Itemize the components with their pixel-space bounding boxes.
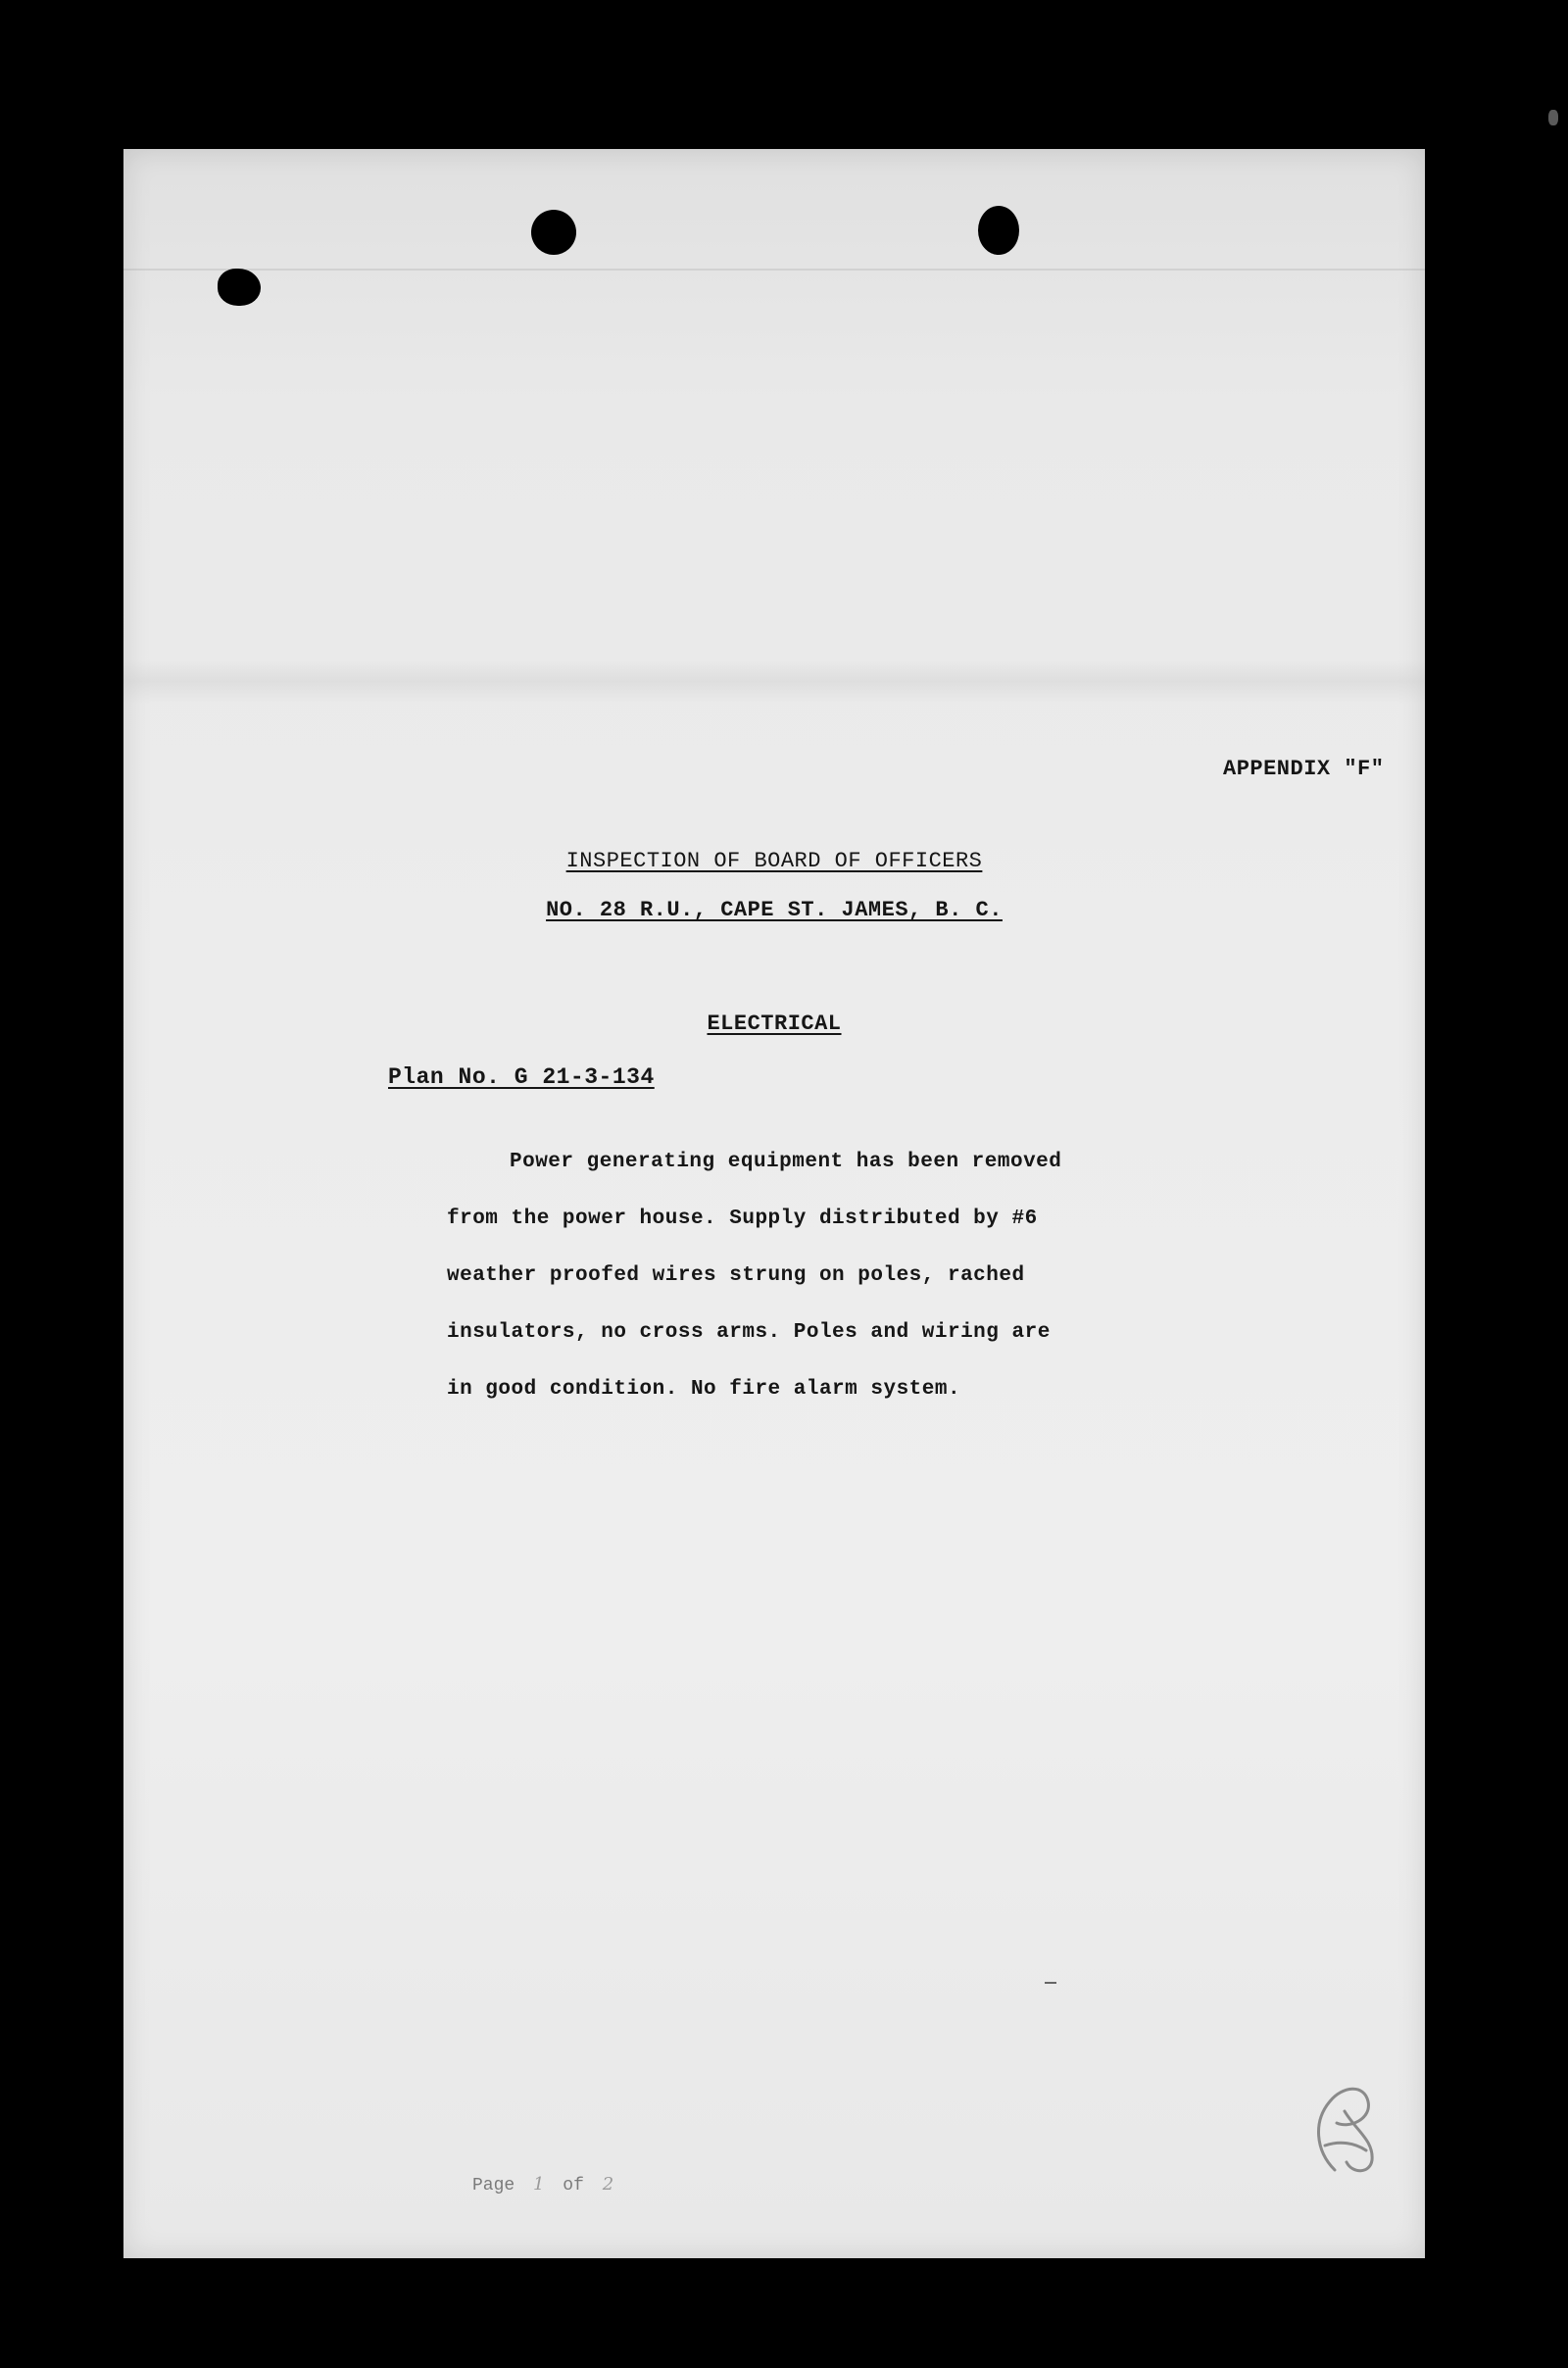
- plan-number: Plan No. G 21-3-134: [388, 1064, 655, 1090]
- punch-hole: [978, 206, 1019, 255]
- stray-mark: [1045, 1982, 1056, 1984]
- body-line: in good condition. No fire alarm system.: [447, 1378, 961, 1401]
- fold-line: [123, 269, 1425, 271]
- document-subtitle: NO. 28 R.U., CAPE ST. JAMES, B. C.: [546, 898, 1003, 922]
- body-line: weather proofed wires strung on poles, rached: [447, 1264, 1025, 1287]
- body-line: Power generating equipment has been removed: [510, 1151, 1062, 1173]
- paper-sheet: [123, 149, 1425, 2258]
- page-total: 2: [602, 2174, 614, 2195]
- handwritten-initials-icon: [1296, 2072, 1394, 2180]
- body-line: from the power house. Supply distributed by #6: [447, 1208, 1038, 1230]
- scan-band: [123, 659, 1425, 704]
- page-label: Page: [472, 2176, 515, 2195]
- punch-hole: [531, 210, 576, 255]
- document-title: INSPECTION OF BOARD OF OFFICERS: [565, 849, 983, 873]
- section-heading: ELECTRICAL: [707, 1011, 842, 1036]
- punch-hole: [218, 269, 261, 306]
- of-label: of: [563, 2176, 584, 2195]
- page-number: 1: [533, 2174, 545, 2195]
- body-line: insulators, no cross arms. Poles and wiring are: [447, 1321, 1051, 1344]
- page-footer: [472, 2174, 621, 2195]
- corner-mark: [1548, 110, 1558, 125]
- appendix-label: APPENDIX "F": [1223, 757, 1385, 781]
